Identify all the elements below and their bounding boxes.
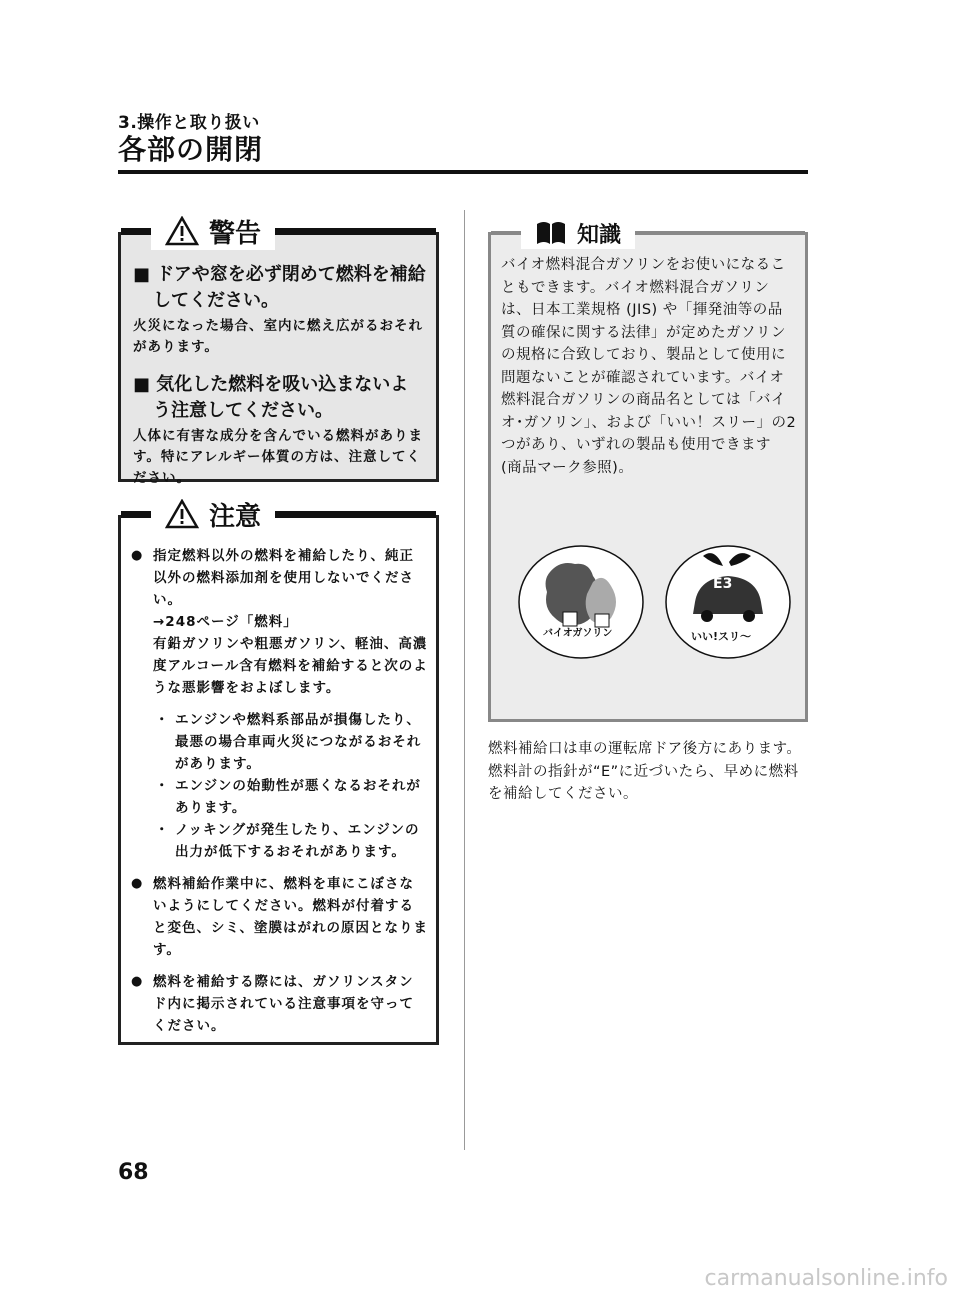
caution-item-3: ● 燃料を補給する際には、ガソリンスタンド内に掲示されている注意事項を守ってください。 [131,971,428,1037]
e3-badge: E3 [713,576,733,592]
body-text [488,738,810,806]
caution-sub-item: ・ ノッキングが発生したり、エンジンの出力が低下するおそれがあります。 [153,819,428,863]
book-icon [535,220,567,246]
knowledge-text: バイオ燃料混合ガソリンをお使いになることもできます。バイオ燃料混合ガソリンは、日本工業規格 (JIS) や「揮発油等の品質の確保に関する法律」が定めたガソリンの規格に合致しており、製品として使用に問題ないことが確認されています。バイオ燃料混合ガソリンの商品名としては「バイオ･ガソリン」、および「いい！スリー」の2つがあり、いずれの製品も使用できます (商品マーク参照)。 [501,257,797,476]
page-reference-link[interactable]: →248ページ「燃料」 [153,614,298,630]
page-number: 68 [118,1160,149,1185]
knowledge-title: 知識 [577,222,622,248]
knowledge-header [491,218,805,248]
watermark: carmanualsonline.info [704,1266,948,1291]
caution-title: 注意 [209,501,262,532]
e3-logo-text: いい!スリ〜 [691,630,752,643]
warning-text-2: 人体に有害な成分を含んでいる燃料があります。特にアレルギー体質の方は、注意してください。 [133,428,423,486]
bio-gasoline-logo-text: バイオガソリン [543,628,613,639]
warning-title: 警告 [209,218,262,249]
section-label: 3.操作と取り扱い [118,113,260,133]
warning-header [121,216,436,249]
body-paragraph-2: 燃料計の指針が“E”に近づいたら、早めに燃料を補給してください。 [488,763,799,802]
header-rule [118,170,808,174]
caution-header [121,499,436,532]
warning-heading-1: ■ ドアや窓を必ず閉めて燃料を補給してください。 [133,264,426,311]
warning-box [118,218,439,486]
caution-sub-item: ・ エンジンや燃料系部品が損傷したり、最悪の場合車両火災につながるおそれがあります。 [153,709,428,775]
caution-sub-item: ・ エンジンの始動性が悪くなるおそれがあります。 [153,775,428,819]
page-title: 各部の開閉 [118,133,264,166]
caution-sub-list [153,709,428,863]
warning-heading-2: ■ 気化した燃料を吸い込まないよう注意してください。 [133,374,409,421]
body-paragraph-1: 燃料補給口は車の運転席ドア後方にあります。 [488,741,802,757]
e3-logo [663,542,793,662]
caution-item-1: ● 指定燃料以外の燃料を補給したり、純正以外の燃料添加剤を使用しないでください。 →248ページ「燃料」 有鉛ガソリンや粗悪ガソリン、軽油、高濃度アルコール含有燃料を補給すると次のような悪影響をおよぼします。 ・ エンジンや燃料系部品が損傷したり、最悪の場合車両火災につながるおそれがあります。 ・ エンジンの始動性が悪くなるおそれがあります。 ・ ノッキングが発生したり、エンジンの出力が低下するおそれがあります。 [131,545,428,863]
warning-triangle-icon [165,216,199,246]
caution-triangle-icon [165,499,199,529]
knowledge-box [488,222,808,722]
caution-box [118,501,439,1045]
column-divider [464,210,465,1150]
caution-item-2: ● 燃料補給作業中に、燃料を車にこぼさないようにしてください。燃料が付着すると変色、シミ、塗膜はがれの原因となります。 [131,873,428,961]
warning-text-1: 火災になった場合、室内に燃え広がるおそれがあります。 [133,318,423,355]
